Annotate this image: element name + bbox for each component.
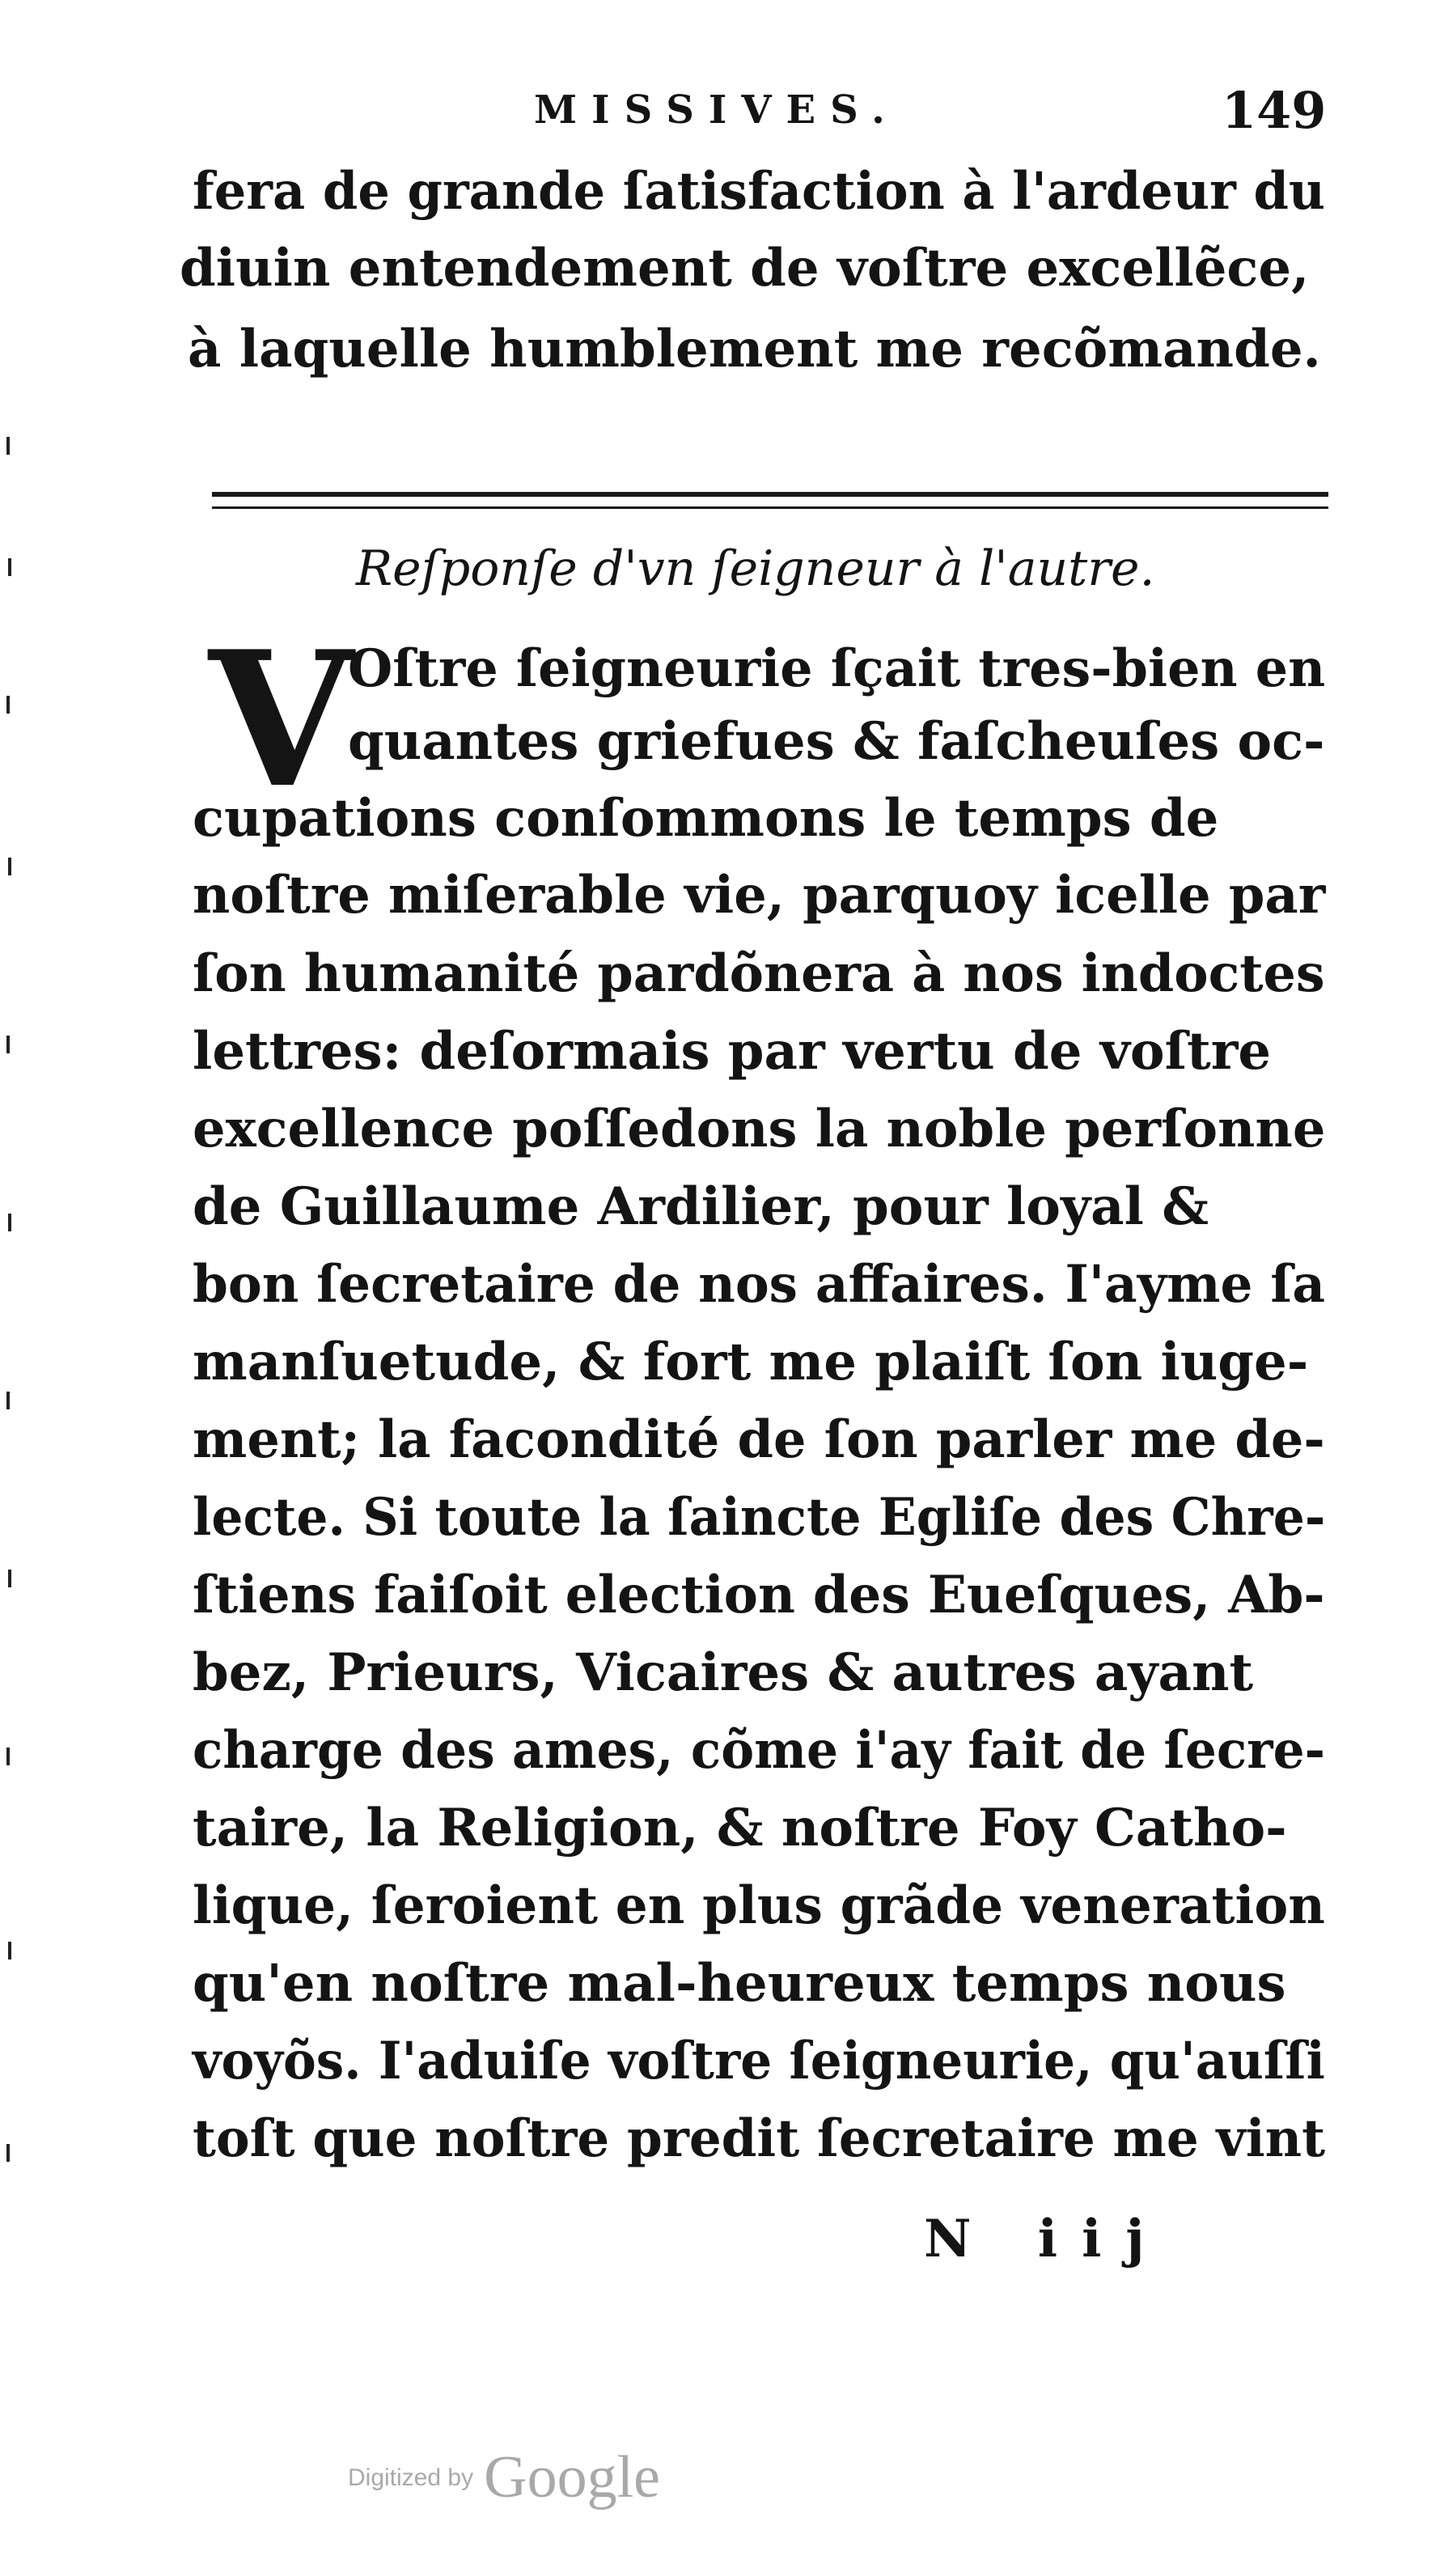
margin-speck [6, 2144, 10, 2162]
margin-speck [8, 1214, 11, 1231]
drop-cap: V [209, 611, 354, 829]
margin-speck [8, 858, 11, 875]
text-line: de Guillaume Ardilier, pour loyal & [193, 1176, 1209, 1237]
continued-line-2: diuin entendement de voſtre excellẽce, [180, 238, 1310, 299]
watermark-brand: Google [484, 2444, 661, 2510]
page-number: 149 [1222, 81, 1327, 140]
text-line: qu'en noſtre mal-heureux temps nous [193, 1953, 1286, 2014]
watermark-prefix: Digitized by [348, 2464, 474, 2491]
text-line: noſtre miſerable vie, parquoy icelle par [193, 865, 1326, 926]
margin-speck [6, 696, 10, 714]
text-line: bez, Prieurs, Vicaires & autres ayant [193, 1642, 1254, 1703]
margin-speck [8, 1942, 11, 1960]
margin-speck [8, 558, 11, 576]
text-line: quantes griefues & faſcheuſes oc- [348, 711, 1325, 772]
text-line: excellence poſſedons la noble perſonne [193, 1099, 1326, 1159]
text-line: Oſtre ſeigneurie ſçait tres-bien en [348, 638, 1326, 699]
google-watermark [348, 2443, 660, 2512]
margin-speck [6, 437, 10, 455]
text-line: charge des ames, cõme i'ay fait de ſecre- [193, 1720, 1326, 1781]
text-line: taire, la Religion, & noſtre Foy Catho- [193, 1798, 1287, 1858]
text-line: toſt que noſtre predit ſecretaire me vint [193, 2108, 1326, 2169]
margin-speck [6, 1036, 10, 1053]
margin-speck [6, 1748, 10, 1765]
section-title: Reſponſe d'vn ſeigneur à l'autre. [356, 540, 1155, 597]
section-rule [212, 492, 1328, 509]
text-line: ment; la facondité de ſon parler me de- [193, 1409, 1325, 1470]
signature-mark: N iij [924, 2209, 1169, 2269]
text-line: lecte. Si toute la ſaincte Egliſe des Chre- [193, 1487, 1326, 1548]
running-title: MISSIVES. [534, 87, 900, 133]
text-line: bon ſecretaire de nos affaires. I'ayme ſa [193, 1254, 1325, 1315]
text-line: lique, ſeroient en plus grãde veneration [193, 1875, 1325, 1936]
text-line: voyõs. I'aduiſe voſtre ſeigneurie, qu'auſſi [193, 2031, 1325, 2091]
text-line: ſon humanité pardõnera à nos indoctes [193, 943, 1325, 1004]
continued-line-3: à laquelle humblement me recõmande. [188, 319, 1321, 379]
margin-speck [6, 1392, 10, 1409]
text-line: manſuetude, & fort me plaiſt ſon iuge- [193, 1332, 1309, 1392]
text-line: ſtiens faiſoit election des Eueſques, Ab- [193, 1565, 1325, 1625]
text-line: lettres: deſormais par vertu de voſtre [193, 1021, 1272, 1082]
margin-speck [8, 1570, 11, 1587]
continued-line-1: fera de grande ſatisfaction à l'ardeur du [193, 161, 1326, 222]
text-line: cupations conſommons le temps de [193, 788, 1219, 849]
